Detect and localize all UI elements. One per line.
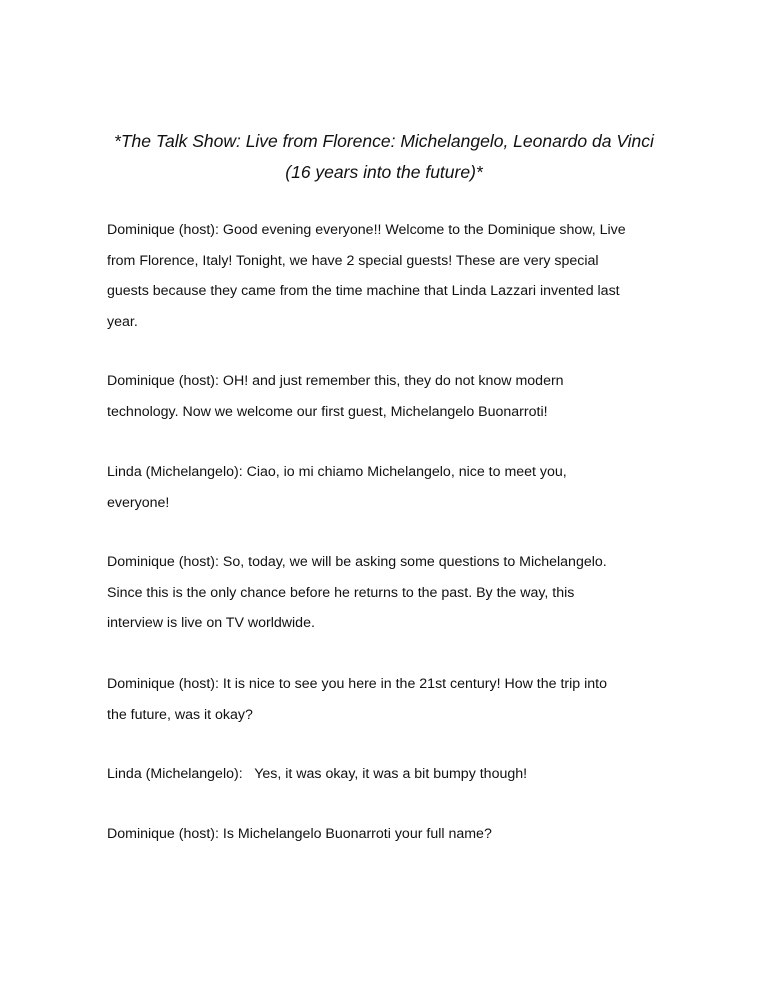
paragraph-host-welcome	[107, 220, 687, 342]
text-line: guests because they came from the time machine that Linda Lazzari invented last	[107, 283, 620, 299]
text-line: Dominique (host): So, today, we will be asking some questions to Michelangelo.	[107, 554, 607, 570]
text-line: the future, was it okay?	[107, 706, 253, 723]
text-line: Dominique (host): It is nice to see you here in the 21st century! How the trip into	[107, 676, 607, 692]
paragraph-host-technology	[107, 371, 687, 432]
paragraph-michelangelo-reply	[107, 764, 687, 795]
text-line: from Florence, Italy! Tonight, we have 2 special guests! These are very special	[107, 252, 599, 269]
paragraph-host-trip	[107, 674, 687, 735]
text-line: everyone!	[107, 494, 170, 511]
text-line: Dominique (host): Is Michelangelo Buonarroti your full name?	[107, 826, 492, 842]
text-line: Linda (Michelangelo): Yes, it was okay, it was a bit bumpy though!	[107, 766, 528, 782]
document-title-line-1: *The Talk Show: Live from Florence: Michelangelo, Leonardo da Vinci	[114, 131, 654, 151]
paragraph-host-questions	[107, 552, 687, 644]
text-line: interview is live on TV worldwide.	[107, 615, 315, 631]
text-line: Dominique (host): OH! and just remember this, they do not know modern	[107, 373, 564, 389]
text-line: Linda (Michelangelo): Ciao, io mi chiamo Michelangelo, nice to meet you,	[107, 464, 567, 480]
text-line: year.	[107, 313, 138, 330]
text-line: Dominique (host): Good evening everyone!! Welcome to the Dominique show, Live	[107, 222, 626, 238]
document-title-line-2: (16 years into the future)*	[285, 162, 483, 182]
paragraph-michelangelo-greeting	[107, 462, 687, 523]
text-line: technology. Now we welcome our first guest, Michelangelo Buonarroti!	[107, 403, 548, 420]
text-line: Since this is the only chance before he returns to the past. By the way, this	[107, 584, 575, 601]
paragraph-host-full-name	[107, 824, 687, 855]
